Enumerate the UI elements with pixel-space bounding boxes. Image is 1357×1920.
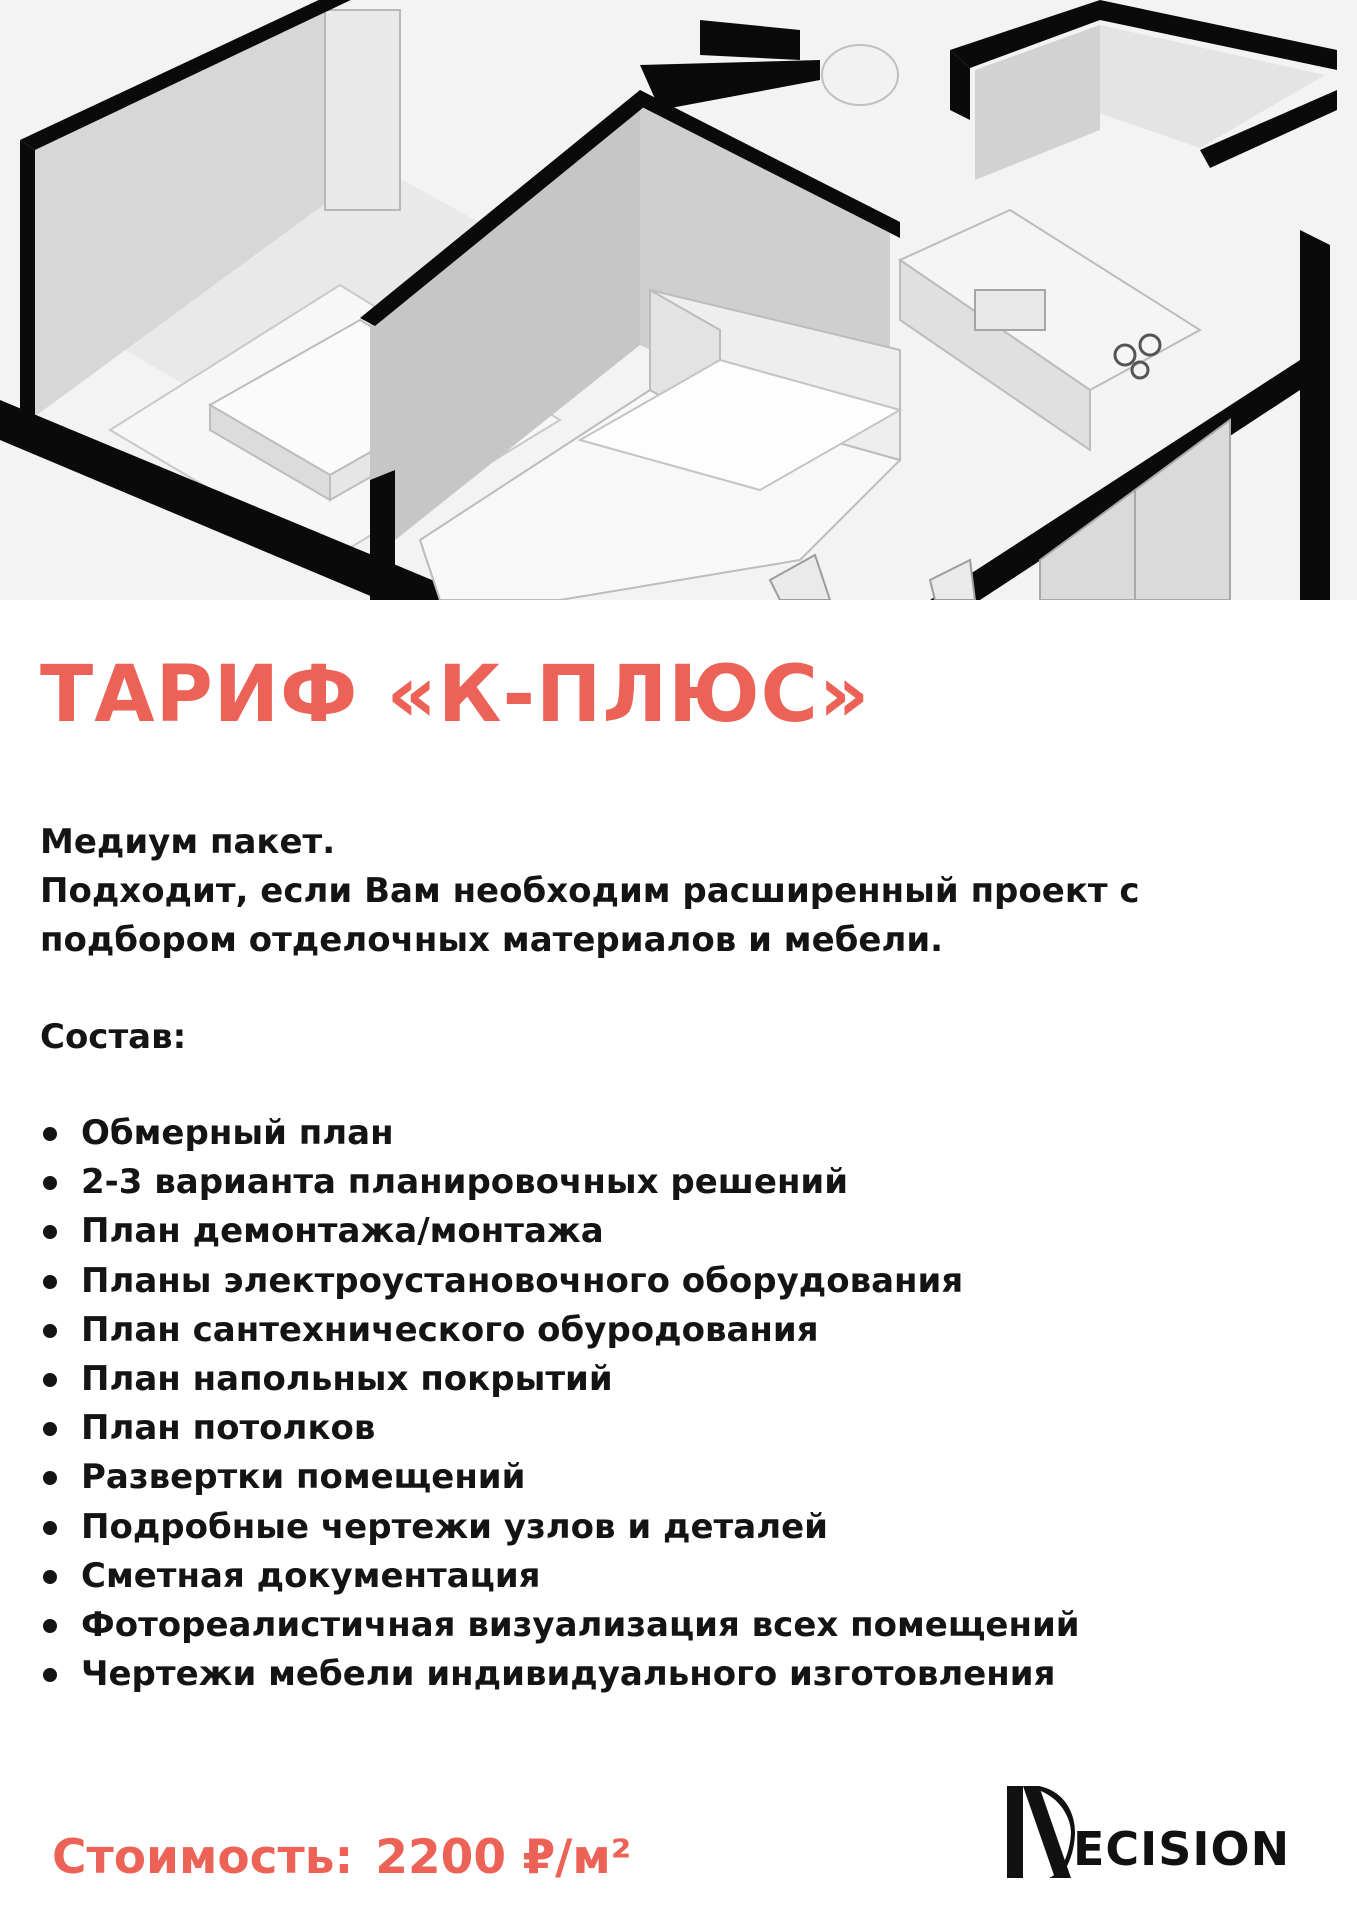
list-item: Развертки помещений	[40, 1453, 1300, 1502]
bullet-icon	[43, 1570, 57, 1584]
decision-logo	[1005, 1782, 1325, 1882]
package-name: Медиум пакет.	[40, 822, 336, 862]
price-value: 2200 ₽/м²	[375, 1830, 632, 1885]
package-description	[40, 818, 1300, 965]
composition-heading: Состав:	[40, 1017, 187, 1057]
bullet-icon	[43, 1422, 57, 1436]
feature-list	[40, 1109, 1300, 1699]
list-item: План потолков	[40, 1404, 1300, 1453]
list-item: Подробные чертежи узлов и деталей	[40, 1503, 1300, 1552]
bullet-icon	[43, 1127, 57, 1141]
bullet-icon	[43, 1275, 57, 1289]
bullet-icon	[43, 1225, 57, 1239]
apartment-isometric-render	[0, 0, 1357, 600]
price	[52, 1830, 631, 1885]
decision-logo-mark-icon	[1005, 1782, 1075, 1882]
list-item: Сметная документация	[40, 1552, 1300, 1601]
logo-wordmark: ECISION	[1073, 1822, 1291, 1876]
package-summary: Подходит, если Вам необходим расширенный проект с подбором отделочных материалов и мебели.	[40, 871, 1140, 960]
list-item: Планы электроустановочного оборудования	[40, 1257, 1300, 1306]
bullet-icon	[43, 1324, 57, 1338]
list-item: Фотореалистичная визуализация всех помещений	[40, 1601, 1300, 1650]
list-item: 2-3 варианта планировочных решений	[40, 1158, 1300, 1207]
bullet-icon	[43, 1668, 57, 1682]
bullet-icon	[43, 1176, 57, 1190]
bullet-icon	[43, 1521, 57, 1535]
list-item: Обмерный план	[40, 1109, 1300, 1158]
list-item: Чертежи мебели индивидуального изготовления	[40, 1650, 1300, 1699]
list-item: План демонтажа/монтажа	[40, 1207, 1300, 1256]
bullet-icon	[43, 1619, 57, 1633]
price-label: Стоимость:	[52, 1830, 354, 1885]
bullet-icon	[43, 1373, 57, 1387]
bullet-icon	[43, 1471, 57, 1485]
list-item: План сантехнического обуродования	[40, 1306, 1300, 1355]
list-item: План напольных покрытий	[40, 1355, 1300, 1404]
page-title: ТАРИФ «К-ПЛЮС»	[40, 650, 871, 740]
